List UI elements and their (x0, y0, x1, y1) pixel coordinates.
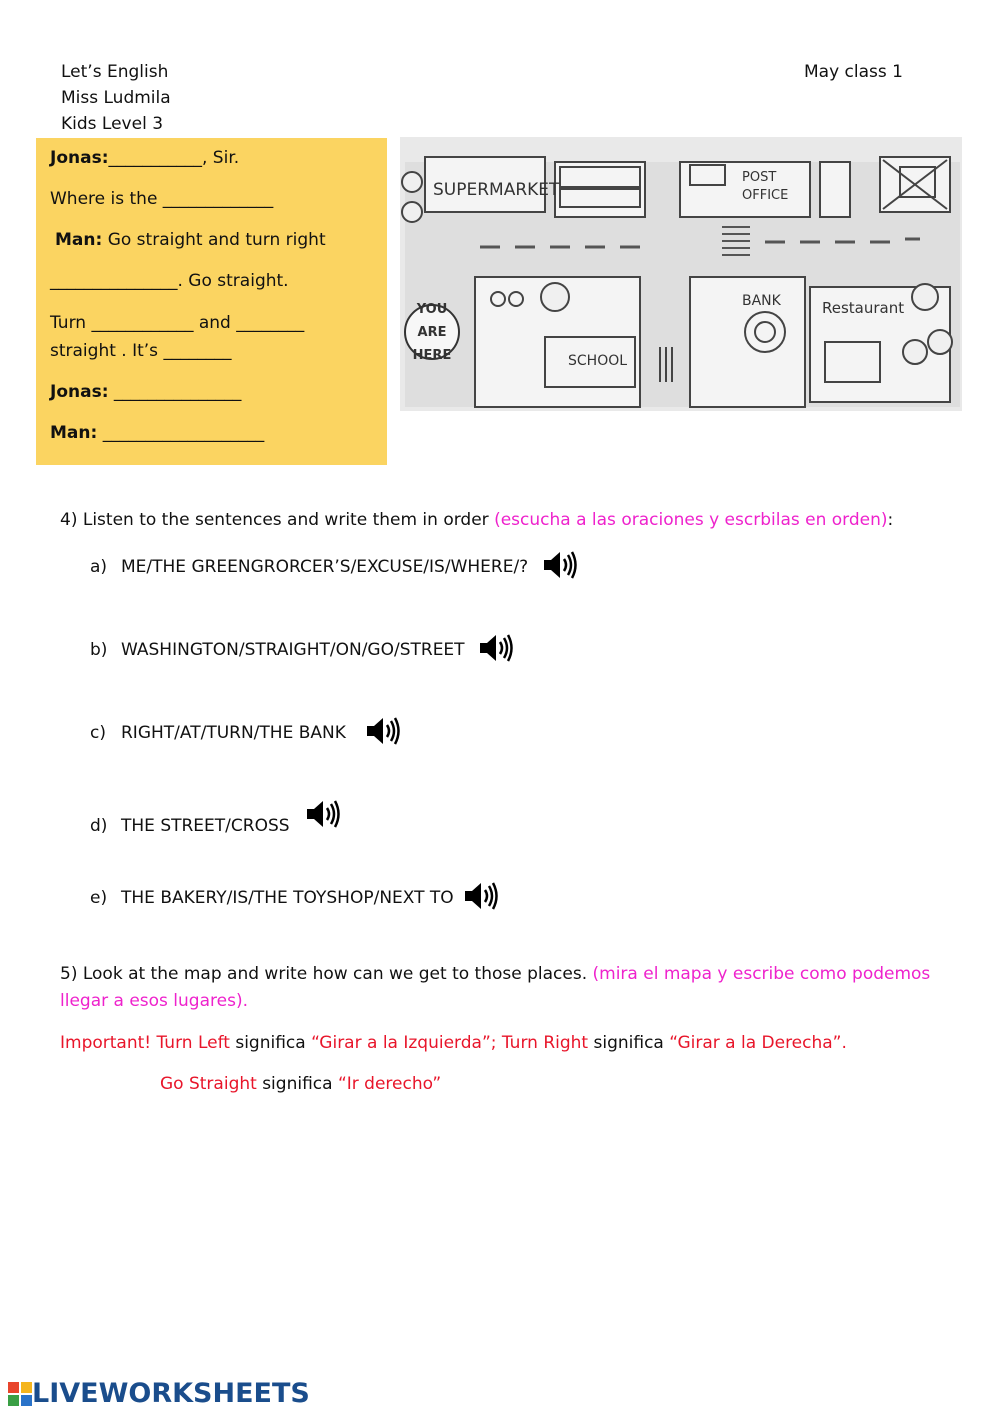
label-school: SCHOOL (568, 353, 628, 369)
blank-answer[interactable]: ___________, Sir. (108, 148, 240, 168)
item-letter: b) (90, 640, 108, 660)
blank-answer[interactable]: _______________ (108, 382, 242, 402)
item-text: RIGHT/AT/TURN/THE BANK (121, 723, 346, 743)
dialogue-line-6[interactable]: straight . It’s ________ (50, 341, 232, 361)
dialogue-line-5[interactable]: Turn ____________ and ________ (50, 313, 305, 333)
note-significa: significa (229, 1033, 312, 1053)
speaker-man: Man: (55, 230, 103, 250)
note-significa: significa (256, 1074, 338, 1094)
q5-prompt-es-1: (mira el mapa y escribe como podemos (592, 964, 931, 984)
dialogue-line-1 (50, 148, 239, 168)
note-significa: significa (588, 1033, 670, 1053)
item-text: THE STREET/CROSS (121, 816, 290, 836)
item-text: THE BAKERY/IS/THE TOYSHOP/NEXT TO (121, 888, 454, 908)
q4-prompt-es: (escucha a las oraciones y escrbilas en orden) (494, 510, 888, 530)
dialogue-line-8 (50, 423, 264, 443)
dialogue-line-2[interactable]: Where is the _____________ (50, 189, 274, 209)
q4-item-b (90, 633, 514, 668)
liveworksheets-logo-icon (8, 1382, 32, 1406)
note-go-straight: Go Straight (160, 1074, 257, 1094)
line-text: Go straight and turn right (102, 230, 326, 250)
speaker-audio-icon[interactable] (542, 550, 578, 585)
q4-item-a (90, 550, 578, 585)
label-office: OFFICE (742, 188, 789, 203)
liveworksheets-logo (8, 1378, 310, 1409)
q5-prompt-en: 5) Look at the map and write how can we get to those places. (60, 964, 593, 984)
dialogue-line-3 (55, 230, 326, 250)
dialogue-line-7 (50, 382, 241, 402)
note-ir-derecho: “Ir derecho” (337, 1074, 442, 1094)
logo-text: LIVEWORKSHEETS (32, 1378, 310, 1409)
go-straight-note (160, 1074, 441, 1094)
header-level: Kids Level 3 (61, 114, 164, 134)
label-post: POST (742, 170, 777, 185)
dialogue-box (36, 138, 387, 465)
speaker-man: Man: (50, 423, 98, 443)
dialogue-line-4[interactable]: _______________. Go straight. (50, 271, 289, 291)
town-map (400, 137, 962, 411)
item-letter: d) (90, 816, 108, 836)
label-you: YOU (416, 302, 448, 317)
speaker-jonas: Jonas: (50, 148, 109, 168)
important-note (60, 1033, 847, 1053)
label-bank: BANK (742, 293, 781, 309)
note-girar-izquierda: “Girar a la Izquierda”; Turn Right (311, 1033, 589, 1053)
speaker-audio-icon[interactable] (478, 633, 514, 668)
item-letter: e) (90, 888, 108, 908)
note-turn-left: Important! Turn Left (60, 1033, 230, 1053)
q4-item-c (90, 716, 401, 751)
header-class: May class 1 (804, 62, 903, 82)
q4-prompt-end: : (887, 510, 894, 530)
label-supermarket: SUPERMARKET (433, 180, 560, 200)
q4-item-e (90, 881, 499, 916)
speaker-audio-icon[interactable] (305, 799, 341, 834)
speaker-audio-icon[interactable] (463, 881, 499, 916)
label-here: HERE (412, 348, 452, 363)
q5-prompt (60, 964, 930, 984)
speaker-jonas: Jonas: (50, 382, 109, 402)
blank-answer[interactable]: ___________________ (97, 423, 265, 443)
header-teacher: Miss Ludmila (61, 88, 171, 108)
label-restaurant: Restaurant (822, 299, 905, 317)
q4-prompt (60, 510, 893, 530)
speaker-audio-icon[interactable] (365, 716, 401, 751)
item-letter: a) (90, 557, 108, 577)
q4-item-d (90, 799, 341, 836)
item-text: WASHINGTON/STRAIGHT/ON/GO/STREET (121, 640, 465, 660)
item-text: ME/THE GREENGRORCER’S/EXCUSE/IS/WHERE/? (121, 557, 529, 577)
item-letter: c) (90, 723, 106, 743)
q4-prompt-en: 4) Listen to the sentences and write them in order (60, 510, 495, 530)
note-girar-derecha: “Girar a la Derecha”. (669, 1033, 847, 1053)
label-are: ARE (417, 325, 447, 340)
q5-prompt-es-2: llegar a esos lugares). (60, 991, 248, 1011)
header-school: Let’s English (61, 62, 169, 82)
